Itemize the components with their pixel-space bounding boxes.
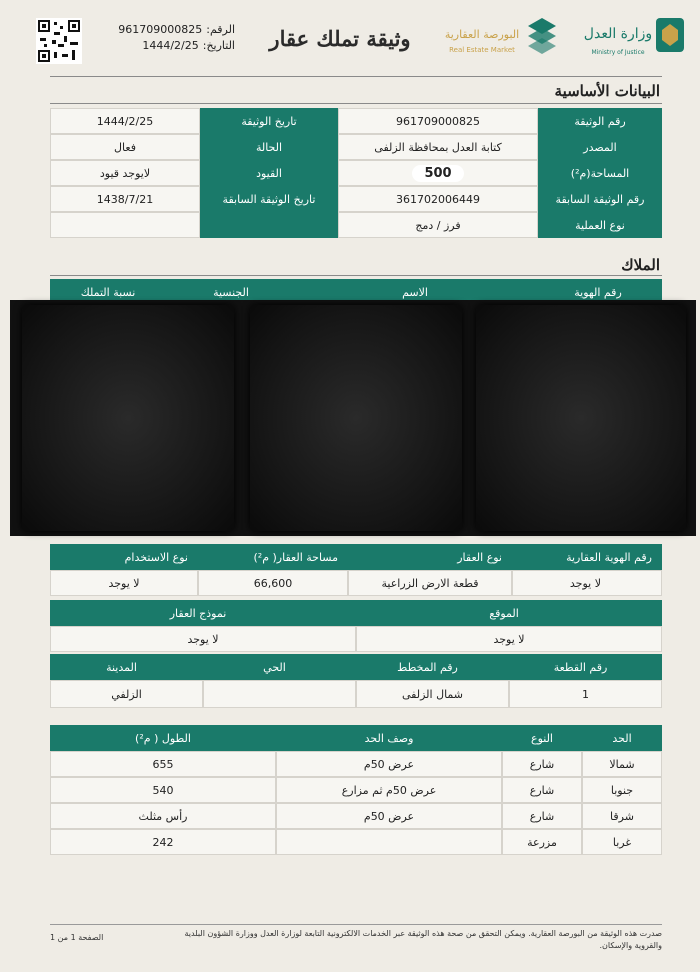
footer-note: صدرت هذه الوثيقة من البورصة العقارية. ويمكن التحقق من صحة هذه الوثيقة عبر الخدمات الالكترونية التابعة لوزارة العدل ووزارة الشؤون البلدية والقروية والإسكان.	[184, 929, 662, 950]
value-cell: لا يوجد	[512, 570, 662, 596]
header-cell: نوع العقار	[348, 544, 512, 570]
value-cell: لا يوجد	[50, 570, 198, 596]
value-cell: 66,600	[198, 570, 348, 596]
value-cell: قطعة الارض الزراعية	[348, 570, 512, 596]
label-cell: نوع العملية	[538, 212, 662, 238]
table-row	[50, 160, 662, 186]
label-cell: رقم الوثيقة	[538, 108, 662, 134]
value-cell: 540	[50, 777, 276, 803]
area-value: 500	[412, 165, 463, 182]
owners-title: الملاك	[621, 256, 660, 274]
table-row	[50, 626, 662, 652]
value-cell: شمال الزلفى	[356, 680, 509, 708]
table-row	[50, 829, 662, 855]
value-cell: عرض 50م	[276, 751, 502, 777]
value-cell	[276, 829, 502, 855]
table-row	[50, 134, 662, 160]
table-header-row	[50, 725, 662, 751]
table-row	[50, 751, 662, 777]
value-cell: عرض 50م ثم مزارع	[276, 777, 502, 803]
svg-text:وزارة العدل: وزارة العدل	[583, 26, 653, 42]
table-header-row	[50, 654, 662, 680]
value-cell: فرز / دمج	[338, 212, 538, 238]
number-value: 961709000825	[118, 23, 203, 36]
basic-info-line	[50, 103, 662, 104]
value-cell: كتابة العدل بمحافظة الزلفى	[338, 134, 538, 160]
value-cell: فعال	[50, 134, 200, 160]
redacted-block	[476, 305, 686, 531]
borders-table	[50, 725, 662, 855]
header-cell: مساحة العقار( م²)	[198, 544, 348, 570]
label-cell: المصدر	[538, 134, 662, 160]
redacted-block	[250, 305, 462, 531]
real-estate-market-logo	[440, 12, 560, 62]
header-cell: الموقع	[356, 600, 662, 626]
value-cell	[338, 160, 538, 186]
header-cell: الطول ( م²)	[50, 725, 276, 751]
label-cell: القيود	[200, 160, 338, 186]
svg-text:Real Estate Market: Real Estate Market	[449, 46, 515, 54]
value-cell	[203, 680, 356, 708]
header-cell: رقم المخطط	[356, 654, 509, 680]
label-cell: تاريخ الوثيقة	[200, 108, 338, 134]
table-row	[50, 108, 662, 134]
location-table	[50, 600, 662, 652]
value-cell: رأس مثلث	[50, 803, 276, 829]
header-divider	[50, 76, 662, 77]
table-header-row	[50, 544, 662, 570]
label-cell: الحالة	[200, 134, 338, 160]
value-cell: عرض 50م	[276, 803, 502, 829]
header-cell: نموذج العقار	[50, 600, 356, 626]
table-row	[50, 777, 662, 803]
header-cell: الحد	[582, 725, 662, 751]
value-cell: جنوبا	[582, 777, 662, 803]
header-cell: رقم الهوية	[534, 279, 662, 305]
header-cell: رقم الهوية العقارية	[512, 544, 662, 570]
header-cell: وصف الحد	[276, 725, 502, 751]
value-cell: 1	[509, 680, 662, 708]
value-cell: 655	[50, 751, 276, 777]
value-cell: شارع	[502, 803, 582, 829]
svg-text:Ministry of Justice: Ministry of Justice	[591, 49, 645, 56]
header-cell: نوع الاستخدام	[50, 544, 198, 570]
number-label: الرقم:	[206, 23, 235, 36]
value-cell	[50, 212, 200, 238]
header-cell: رقم القطعة	[509, 654, 662, 680]
value-cell: 1438/7/21	[50, 186, 200, 212]
footer-divider	[50, 924, 662, 925]
property-table	[50, 544, 662, 596]
ministry-of-justice-logo	[578, 12, 688, 62]
header-cell: الاسم	[296, 279, 534, 305]
page-number: الصفحة 1 من 1	[50, 933, 104, 942]
document-meta	[115, 22, 235, 54]
value-cell: 961709000825	[338, 108, 538, 134]
value-cell: لايوجد قيود	[50, 160, 200, 186]
label-cell: تاريخ الوثيقة السابقة	[200, 186, 338, 212]
header-cell: المدينة	[50, 654, 203, 680]
document-header	[0, 8, 700, 70]
value-cell: 361702006449	[338, 186, 538, 212]
table-row	[50, 680, 662, 708]
header-cell: نسبة التملك	[50, 279, 166, 305]
table-row	[50, 803, 662, 829]
date-label: التاريخ:	[202, 39, 235, 52]
value-cell: لا يوجد	[50, 626, 356, 652]
value-cell: الزلفي	[50, 680, 203, 708]
basic-info-title: البيانات الأساسية	[554, 82, 660, 100]
qr-code-icon	[36, 18, 82, 64]
value-cell: 1444/2/25	[50, 108, 200, 134]
header-cell: الجنسية	[166, 279, 296, 305]
label-cell	[200, 212, 338, 238]
basic-info-table	[50, 108, 662, 238]
value-cell: شارع	[502, 751, 582, 777]
document-title: وثيقة تملك عقار	[269, 26, 411, 51]
table-row	[50, 212, 662, 238]
value-cell: غربا	[582, 829, 662, 855]
date-value: 1444/2/25	[142, 39, 199, 52]
svg-text:البورصة العقارية: البورصة العقارية	[444, 28, 520, 41]
label-cell: رقم الوثيقة السابقة	[538, 186, 662, 212]
value-cell: شرقا	[582, 803, 662, 829]
value-cell: 242	[50, 829, 276, 855]
header-cell: الحي	[203, 654, 356, 680]
header-cell: النوع	[502, 725, 582, 751]
table-row	[50, 186, 662, 212]
table-header-row	[50, 600, 662, 626]
redacted-block	[22, 305, 234, 531]
value-cell: مزرعة	[502, 829, 582, 855]
table-row	[50, 570, 662, 596]
label-cell: المساحة(م²)	[538, 160, 662, 186]
owners-line	[50, 275, 662, 276]
value-cell: لا يوجد	[356, 626, 662, 652]
value-cell: شارع	[502, 777, 582, 803]
plot-table	[50, 654, 662, 708]
value-cell: شمالا	[582, 751, 662, 777]
